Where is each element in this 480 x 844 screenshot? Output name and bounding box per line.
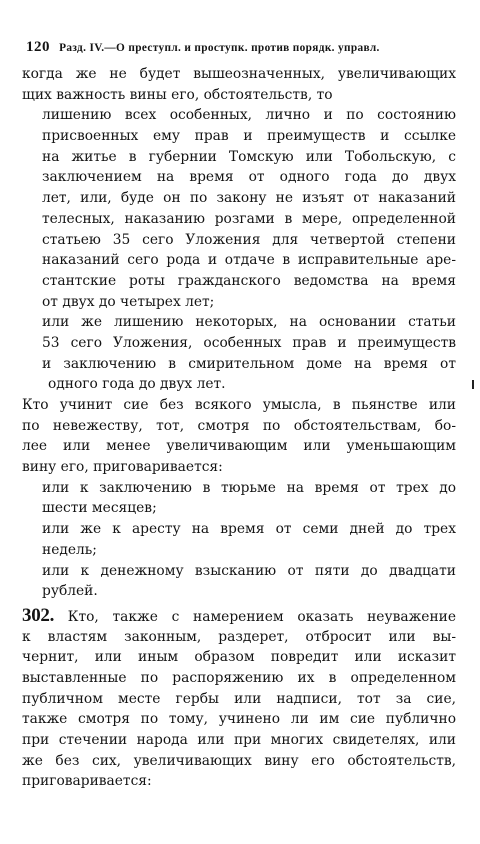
text-line: также смотря по тому, учинено ли им сие публично	[22, 711, 456, 728]
text-line: 53 сего Уложения, особенных прав и преимуществ	[42, 334, 456, 351]
text-line: лишению всех особенных, лично и по состоянию	[42, 107, 456, 124]
text-line: чернит, или иным образом повредит или исказит	[22, 649, 456, 666]
text-line: шести месяцев;	[42, 500, 157, 517]
article-text-before	[22, 64, 456, 602]
text-line: телесных, наказанию розгами в мере, определенной	[42, 210, 456, 227]
text-line: лет, или, буде он по закону не изъят от наказаний	[42, 190, 456, 207]
text-line: от двух до четырех лет;	[42, 293, 215, 310]
body-text	[22, 64, 456, 792]
text-line: наказаний сего рода и отдаче в исправительные аре-	[42, 252, 456, 269]
text-line: рублей.	[42, 583, 98, 600]
text-line: или же к аресту на время от семи дней до трех	[42, 521, 456, 538]
text-line: или к денежному взысканию от пяти до двадцати	[42, 562, 456, 579]
text-line: вину его, приговаривается:	[22, 459, 223, 476]
text-line: присвоенных ему прав и преимуществ и ссылке	[42, 128, 456, 145]
running-head: Разд. IV.—О преступл. и проступк. против порядк. управл.	[59, 42, 380, 54]
text-line: при стечении народа или при многих свидетелях, или	[22, 732, 456, 748]
text-line: лее или менее увеличивающим или уменьшающим	[22, 438, 456, 455]
text-line: щих важность вины его, обстоятельств, то	[22, 86, 333, 103]
text-line: заключением на время от одного года до двух	[42, 169, 456, 186]
page-header	[26, 36, 456, 54]
article-302	[22, 606, 456, 792]
text-line: и заключению в смирительном доме на время от	[42, 355, 456, 372]
text-line: или же лишению некоторых, на основании статьи	[42, 314, 456, 331]
margin-mark	[472, 380, 474, 389]
article-first-line	[22, 606, 456, 627]
text-line: же без сих, увеличивающих вину его обстоятельств,	[22, 752, 456, 769]
text-line: одного года до двух лет.	[48, 376, 226, 393]
text-line: стантские роты гражданского ведомства на время	[42, 272, 456, 289]
article-body	[22, 627, 456, 793]
text-line: приговаривается:	[22, 773, 152, 790]
text-line: статьею 35 сего Уложения для четвертой степени	[42, 231, 456, 248]
text-line: недель;	[42, 541, 97, 558]
text-line: на житье в губернии Томскую или Тобольскую, с	[42, 148, 456, 165]
text-line: по невежеству, тот, смотря по обстоятельствам, бо-	[22, 417, 456, 434]
text-line: к властям законным, раздерет, отбросит или вы-	[22, 628, 456, 645]
text-line: когда же не будет вышеозначенных, увеличивающих	[22, 66, 456, 82]
text-line: или к заключению в тюрьме на время от трех до	[42, 479, 456, 496]
article-first-line-text: Кто, также с намерением оказать неуважение	[67, 608, 456, 625]
text-line: выставленные по распоряжению их в определенном	[22, 669, 456, 686]
page-number: 120	[26, 39, 50, 54]
text-line: публичном месте гербы или надписи, тот за сие,	[22, 690, 456, 707]
article-number: 302.	[22, 605, 55, 626]
text-line: Кто учинит сие без всякого умысла, в пьянстве или	[22, 397, 456, 413]
